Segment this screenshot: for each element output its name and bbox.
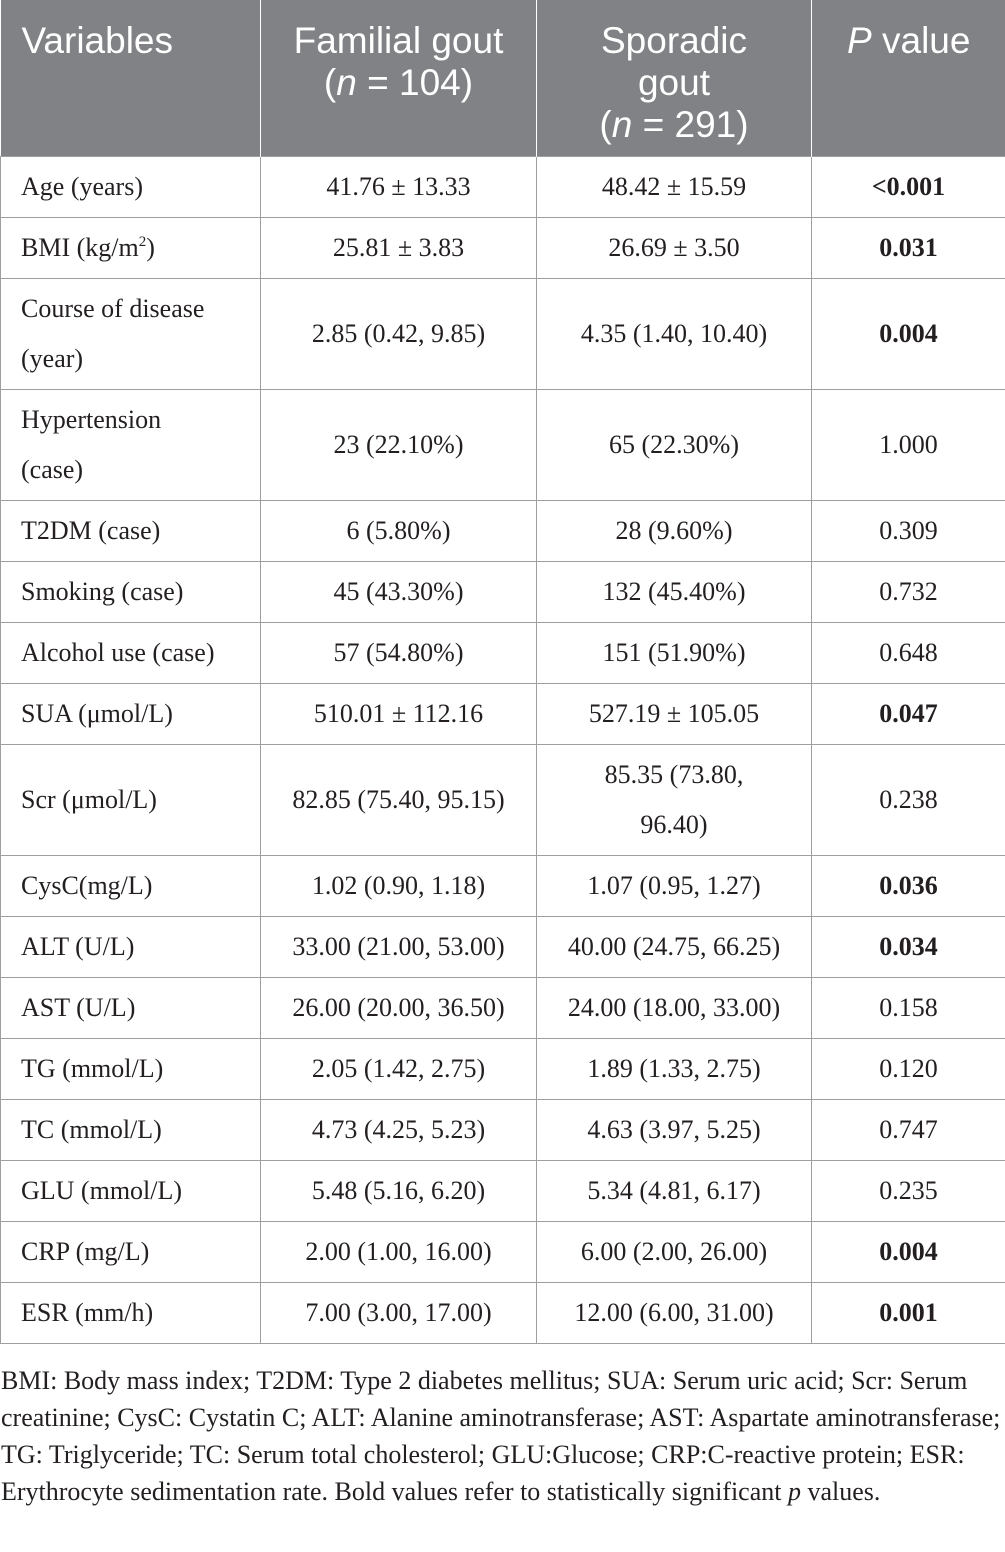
- cell-variable: SUA (μmol/L): [1, 683, 261, 744]
- cell-familial: 4.73 (4.25, 5.23): [261, 1099, 537, 1160]
- cell-sporadic: 1.89 (1.33, 2.75): [537, 1038, 812, 1099]
- cell-familial: 57 (54.80%): [261, 622, 537, 683]
- header-sporadic-line2: gout: [637, 62, 710, 103]
- cell-familial: 510.01 ± 112.16: [261, 683, 537, 744]
- header-sporadic-gout: [537, 0, 812, 156]
- cell-variable: Smoking (case): [1, 561, 261, 622]
- table-row: [1, 156, 1005, 217]
- table-row: [1, 855, 1005, 916]
- cell-familial: 45 (43.30%): [261, 561, 537, 622]
- cell-sporadic: 28 (9.60%): [537, 500, 812, 561]
- cell-sporadic: 1.07 (0.95, 1.27): [537, 855, 812, 916]
- cell-familial: 2.05 (1.42, 2.75): [261, 1038, 537, 1099]
- cell-variable: Age (years): [1, 156, 261, 217]
- cell-sporadic: 132 (45.40%): [537, 561, 812, 622]
- cell-familial: 41.76 ± 13.33: [261, 156, 537, 217]
- cell-sporadic: 12.00 (6.00, 31.00): [537, 1282, 812, 1343]
- cell-p-value: 0.732: [812, 561, 1005, 622]
- cell-familial: 26.00 (20.00, 36.50): [261, 977, 537, 1038]
- table-row: [1, 500, 1005, 561]
- table-row: [1, 1160, 1005, 1221]
- header-familial-gout: [261, 0, 537, 156]
- cell-variable: AST (U/L): [1, 977, 261, 1038]
- cell-familial: 33.00 (21.00, 53.00): [261, 916, 537, 977]
- cell-variable: TG (mmol/L): [1, 1038, 261, 1099]
- cell-variable: GLU (mmol/L): [1, 1160, 261, 1221]
- cell-p-value: 0.235: [812, 1160, 1005, 1221]
- cell-p-value: 0.648: [812, 622, 1005, 683]
- table-header: [1, 0, 1005, 156]
- header-variables: Variables: [1, 0, 261, 156]
- cell-sporadic: 40.00 (24.75, 66.25): [537, 916, 812, 977]
- cell-sporadic: 151 (51.90%): [537, 622, 812, 683]
- cell-variable: BMI $(kg/m^2)$: [1, 217, 261, 278]
- header-p-value: P value: [812, 0, 1005, 156]
- cell-familial: 7.00 (3.00, 17.00): [261, 1282, 537, 1343]
- cell-p-value: 0.047: [812, 683, 1005, 744]
- cell-variable: ALT (U/L): [1, 916, 261, 977]
- cell-sporadic: 6.00 (2.00, 26.00): [537, 1221, 812, 1282]
- cell-p-value: 1.000: [812, 389, 1005, 500]
- table-row: [1, 683, 1005, 744]
- header-sporadic-n: (n = 291): [599, 104, 749, 145]
- header-familial-n: (n = 104): [323, 62, 474, 103]
- cell-sporadic: 26.69 ± 3.50: [537, 217, 812, 278]
- cell-familial: 6 (5.80%): [261, 500, 537, 561]
- cell-sporadic: 24.00 (18.00, 33.00): [537, 977, 812, 1038]
- cell-familial: 1.02 (0.90, 1.18): [261, 855, 537, 916]
- cell-sporadic: 85.35 (73.80, 96.40): [537, 744, 812, 855]
- cell-p-value: 0.158: [812, 977, 1005, 1038]
- cell-p-value: 0.238: [812, 744, 1005, 855]
- table-row: [1, 622, 1005, 683]
- cell-familial: 2.00 (1.00, 16.00): [261, 1221, 537, 1282]
- cell-p-value: 0.036: [812, 855, 1005, 916]
- table-row: [1, 744, 1005, 855]
- table-row: [1, 916, 1005, 977]
- cell-familial: 5.48 (5.16, 6.20): [261, 1160, 537, 1221]
- table-row: [1, 1282, 1005, 1343]
- cell-variable: Hypertension (case): [1, 389, 261, 500]
- cell-variable: T2DM (case): [1, 500, 261, 561]
- cell-p-value: <0.001: [812, 156, 1005, 217]
- cell-p-value: 0.747: [812, 1099, 1005, 1160]
- table-footnote: BMI: Body mass index; T2DM: Type 2 diabetes mellitus; SUA: Serum uric acid; Scr: Serum creatinine; CysC: Cystatin C; ALT: Alanine aminotransferase; AST: Aspartate aminotransferase; TG: Triglyceride; TC: Serum total cholesterol; GLU:Glucose; CRP:C-reactive protein; ESR: Erythrocyte sedimentation rate. Bold values refer to statistically significant p values.: [1, 1366, 1001, 1506]
- cell-variable: CRP (mg/L): [1, 1221, 261, 1282]
- cell-familial: 82.85 (75.40, 95.15): [261, 744, 537, 855]
- table-row: [1, 1221, 1005, 1282]
- table-row: [1, 1038, 1005, 1099]
- cell-variable: Alcohol use (case): [1, 622, 261, 683]
- cell-p-value: 0.001: [812, 1282, 1005, 1343]
- cell-sporadic: 5.34 (4.81, 6.17): [537, 1160, 812, 1221]
- cell-p-value: 0.004: [812, 278, 1005, 389]
- cell-p-value: 0.034: [812, 916, 1005, 977]
- cell-variable: Scr (μmol/L): [1, 744, 261, 855]
- table-row: [1, 1099, 1005, 1160]
- table-row: [1, 977, 1005, 1038]
- header-familial-line1: Familial gout: [293, 20, 504, 61]
- table-row: [1, 389, 1005, 500]
- table-row: [1, 278, 1005, 389]
- cell-p-value: 0.120: [812, 1038, 1005, 1099]
- table-row: [1, 217, 1005, 278]
- cell-variable: TC (mmol/L): [1, 1099, 261, 1160]
- table-row: [1, 561, 1005, 622]
- cell-sporadic: 48.42 ± 15.59: [537, 156, 812, 217]
- cell-p-value: 0.004: [812, 1221, 1005, 1282]
- header-sporadic-line1: Sporadic: [600, 20, 748, 61]
- cell-sporadic: 4.35 (1.40, 10.40): [537, 278, 812, 389]
- cell-sporadic: 65 (22.30%): [537, 389, 812, 500]
- table-body: [1, 156, 1005, 1343]
- cell-sporadic: 4.63 (3.97, 5.25): [537, 1099, 812, 1160]
- cell-variable: ESR (mm/h): [1, 1282, 261, 1343]
- cell-familial: 25.81 ± 3.83: [261, 217, 537, 278]
- cell-variable: CysC(mg/L): [1, 855, 261, 916]
- cell-familial: 2.85 (0.42, 9.85): [261, 278, 537, 389]
- cell-p-value: 0.309: [812, 500, 1005, 561]
- cell-variable: Course of disease (year): [1, 278, 261, 389]
- cell-sporadic: 527.19 ± 105.05: [537, 683, 812, 744]
- cell-familial: 23 (22.10%): [261, 389, 537, 500]
- header-row: [1, 0, 1005, 156]
- cell-p-value: 0.031: [812, 217, 1005, 278]
